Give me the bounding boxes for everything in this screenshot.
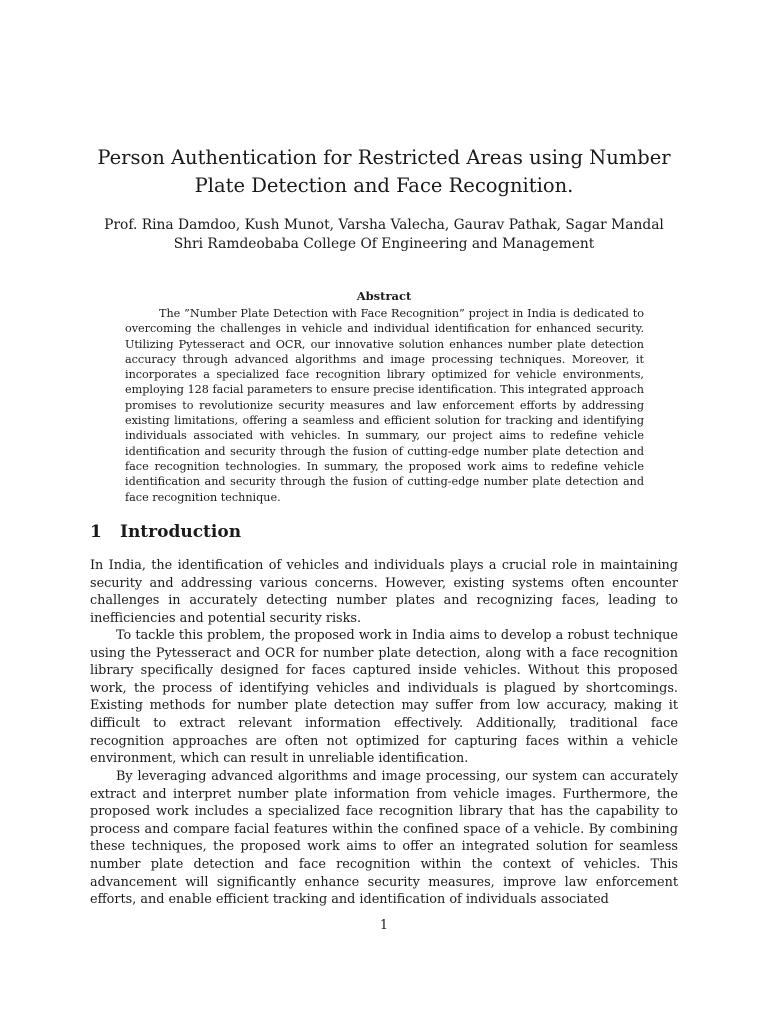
section-number: 1 xyxy=(90,522,102,542)
author-block xyxy=(80,216,688,254)
abstract-text: The ”Number Plate Detection with Face Recognition” project in India is dedicated to overcoming the challenges in vehicle and individual identification for enhanced security. Utilizing Pytesseract and OCR, our innovative solution enhances number plate detection accuracy through advanced algorithms and image processing techniques. Moreover, it incorporates a specialized face recognition library optimized for vehicle environments, employing 128 facial parameters to ensure precise identification. This integrated approach promises to revolutionize security measures and law enforcement efforts by addressing existing limitations, offering a seamless and efficient solution for tracking and identifying individuals associated with vehicles. In summary, our project aims to redefine vehicle identification and security through the fusion of cutting-edge number plate detection and face recognition technologies. In summary, the proposed work aims to redefine vehicle identification and security through the fusion of cutting-edge number plate detection and face recognition technique. xyxy=(125,307,644,504)
section-heading-introduction xyxy=(90,520,241,544)
intro-paragraph-1: In India, the identification of vehicles and individuals plays a crucial role in maintaining security and addressing various concerns. However, existing systems often encounter challenges in accurately detecting number plates and recognizing faces, leading to inefficiencies and potential security risks. xyxy=(90,558,678,626)
author-list: Prof. Rina Damdoo, Kush Munot, Varsha Valecha, Gaurav Pathak, Sagar Mandal xyxy=(104,217,664,233)
abstract-heading: Abstract xyxy=(356,289,412,303)
affiliation: Shri Ramdeobaba College Of Engineering and Management xyxy=(173,236,595,252)
section-title: Introduction xyxy=(120,522,242,542)
paper-title: Person Authentication for Restricted Areas using Number Plate Detection and Face Recognition. xyxy=(97,146,671,197)
intro-paragraph-3: By leveraging advanced algorithms and image processing, our system can accurately extract and interpret number plate information from vehicle images. Furthermore, the proposed work includes a specialized face recognition library that has the capability to process and compare facial features within the confined space of a vehicle. By combining these techniques, the proposed work aims to offer an integrated solution for seamless number plate detection and face recognition within the context of vehicles. This advancement will significantly enhance security measures, improve law enforcement efforts, and enable efficient tracking and identification of individuals associated xyxy=(90,769,678,908)
page-number: 1 xyxy=(379,918,389,933)
intro-paragraph-2: To tackle this problem, the proposed work in India aims to develop a robust technique using the Pytesseract and OCR for number plate detection, along with a face recognition library specifically designed for faces captured inside vehicles. Without this proposed work, the process of identifying vehicles and individuals is plagued by shortcomings. Existing methods for number plate detection may suffer from low accuracy, making it difficult to extract relevant information effectively. Additionally, traditional face recognition approaches are often not optimized for capturing faces within a vehicle environment, which can result in unreliable identification. xyxy=(90,628,678,767)
